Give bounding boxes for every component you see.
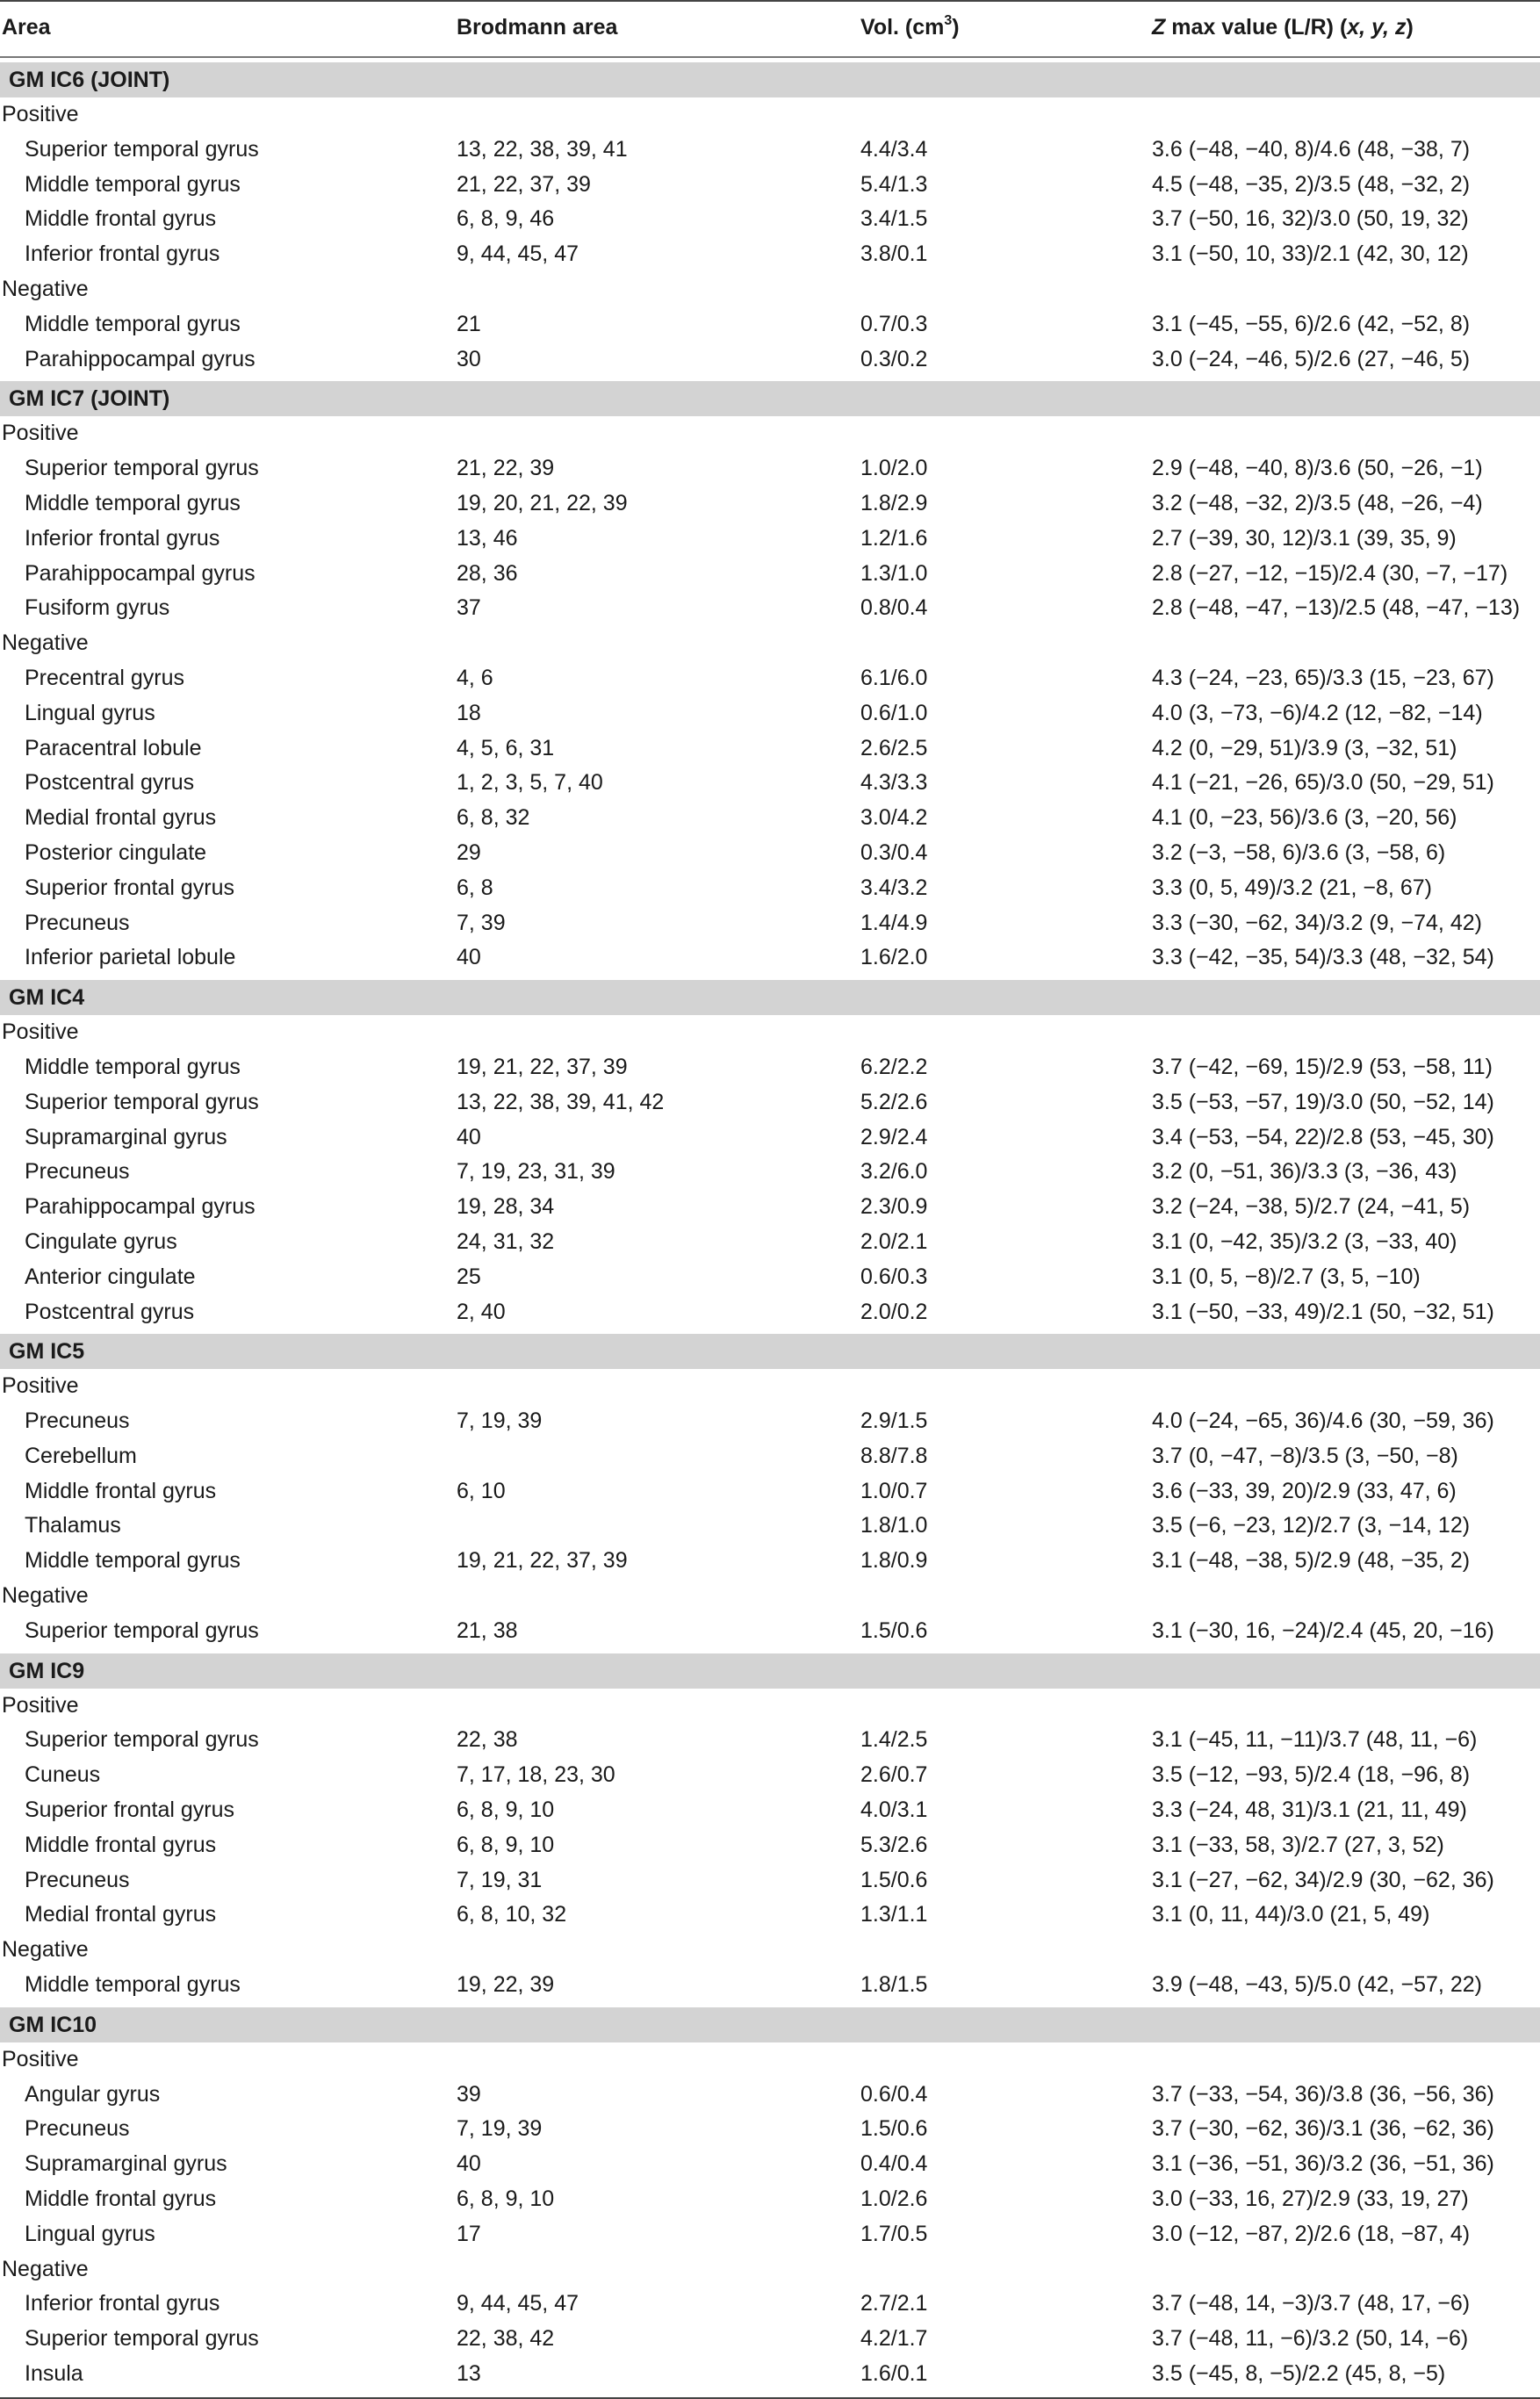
cell-volume: 5.4/1.3 (860, 171, 928, 197)
table-row (0, 1120, 1540, 1156)
group-header: GM IC6 (JOINT) (0, 62, 1540, 97)
table-row (0, 1439, 1540, 1474)
cell-volume: 1.5/0.6 (860, 1617, 928, 1643)
cell-zmax: 3.3 (−30, −62, 34)/3.2 (9, −74, 42) (1152, 910, 1482, 935)
cell-area: Medial frontal gyrus (25, 1902, 217, 1927)
table-row (0, 1225, 1540, 1260)
cell-zmax: 3.7 (−42, −69, 15)/2.9 (53, −58, 11) (1152, 1054, 1493, 1079)
cell-zmax: 3.7 (−48, 14, −3)/3.7 (48, 17, −6) (1152, 2291, 1471, 2316)
cell-brodmann: 9, 44, 45, 47 (457, 241, 579, 267)
cell-volume: 4.4/3.4 (860, 136, 928, 162)
cell-brodmann: 22, 38, 42 (457, 2326, 555, 2352)
table-row (0, 1404, 1540, 1439)
cell-volume: 0.6/0.3 (860, 1264, 928, 1289)
cell-brodmann: 13, 46 (457, 525, 518, 551)
table-row (0, 1863, 1540, 1898)
cell-brodmann: 6, 8, 9, 10 (457, 1797, 555, 1823)
cell-area: Middle temporal gyrus (25, 171, 241, 197)
table-row (0, 1260, 1540, 1295)
cell-volume: 2.0/2.1 (860, 1228, 928, 1254)
table-row (0, 836, 1540, 871)
table-row (0, 1968, 1540, 2003)
cell-area: Middle frontal gyrus (25, 1832, 217, 1857)
header-z-label: max value (L/R) ( (1165, 15, 1348, 40)
cell-brodmann: 6, 8 (457, 875, 493, 900)
header-z-close: ) (1406, 15, 1414, 40)
cell-area: Lingual gyrus (25, 700, 155, 725)
cell-brodmann: 4, 5, 6, 31 (457, 735, 555, 760)
cell-area: Supramarginal gyrus (25, 2151, 227, 2177)
cell-brodmann: 40 (457, 945, 481, 970)
cell-area: Middle temporal gyrus (25, 1054, 241, 1079)
cell-area: Middle temporal gyrus (25, 1548, 241, 1574)
table-row (0, 557, 1540, 592)
section-label: Negative (2, 2256, 89, 2281)
table-row (0, 486, 1540, 522)
table-row (0, 661, 1540, 696)
cell-zmax: 3.7 (−48, 11, −6)/3.2 (50, 14, −6) (1152, 2326, 1469, 2352)
cell-area: Superior temporal gyrus (25, 456, 259, 481)
section-label: Positive (2, 102, 79, 126)
cell-volume: 1.3/1.1 (860, 1902, 928, 1927)
table-row (0, 1085, 1540, 1120)
cell-area: Superior frontal gyrus (25, 875, 235, 900)
table-row (0, 1190, 1540, 1225)
cell-zmax: 3.2 (0, −51, 36)/3.3 (3, −36, 43) (1152, 1159, 1457, 1185)
cell-volume: 3.2/6.0 (860, 1159, 928, 1185)
cell-zmax: 4.0 (−24, −65, 36)/4.6 (30, −59, 36) (1152, 1408, 1494, 1434)
cell-area: Thalamus (25, 1513, 121, 1538)
cell-brodmann: 6, 10 (457, 1478, 506, 1503)
cell-zmax: 3.5 (−53, −57, 19)/3.0 (50, −52, 14) (1152, 1089, 1494, 1114)
cell-volume: 3.4/1.5 (860, 206, 928, 232)
cell-area: Parahippocampal gyrus (25, 346, 255, 371)
cell-volume: 0.6/0.4 (860, 2081, 928, 2107)
cell-zmax: 3.3 (−24, 48, 31)/3.1 (21, 11, 49) (1152, 1797, 1467, 1823)
cell-brodmann: 19, 21, 22, 37, 39 (457, 1548, 628, 1574)
table-row (0, 2287, 1540, 2322)
table-row (0, 906, 1540, 941)
cell-area: Parahippocampal gyrus (25, 1194, 255, 1220)
cell-area: Anterior cingulate (25, 1264, 196, 1289)
cell-area: Insula (25, 2361, 83, 2387)
cell-brodmann: 1, 2, 3, 5, 7, 40 (457, 770, 603, 796)
section-label: Positive (2, 1373, 79, 1399)
cell-zmax: 3.1 (−45, 11, −11)/3.7 (48, 11, −6) (1152, 1727, 1478, 1753)
cell-brodmann: 21, 22, 39 (457, 456, 555, 481)
cell-zmax: 3.2 (−24, −38, 5)/2.7 (24, −41, 5) (1152, 1194, 1471, 1220)
cell-brodmann: 17 (457, 2221, 481, 2246)
table-row (0, 1474, 1540, 1509)
cell-zmax: 3.1 (0, −42, 35)/3.2 (3, −33, 40) (1152, 1228, 1457, 1254)
cell-volume: 2.6/0.7 (860, 1762, 928, 1788)
cell-area: Parahippocampal gyrus (25, 560, 255, 586)
cell-volume: 3.4/3.2 (860, 875, 928, 900)
header-volume (860, 14, 960, 40)
cell-volume: 2.9/2.4 (860, 1124, 928, 1149)
cell-area: Middle frontal gyrus (25, 1478, 217, 1503)
cell-zmax: 4.0 (3, −73, −6)/4.2 (12, −82, −14) (1152, 700, 1483, 725)
section-label: Negative (2, 630, 89, 656)
cell-area: Middle frontal gyrus (25, 206, 217, 232)
cell-area: Middle frontal gyrus (25, 2186, 217, 2212)
table-row (0, 1544, 1540, 1579)
table-body (0, 62, 1540, 2392)
table-row (0, 1614, 1540, 1649)
cell-volume: 0.4/0.4 (860, 2151, 928, 2177)
cell-zmax: 3.1 (−48, −38, 5)/2.9 (48, −35, 2) (1152, 1548, 1471, 1574)
cell-zmax: 4.1 (0, −23, 56)/3.6 (3, −20, 56) (1152, 805, 1457, 831)
cell-brodmann: 6, 8, 9, 10 (457, 1832, 555, 1857)
cell-brodmann: 19, 28, 34 (457, 1194, 555, 1220)
cell-zmax: 3.1 (−50, 10, 33)/2.1 (42, 30, 12) (1152, 241, 1469, 267)
cell-zmax: 3.1 (−30, 16, −24)/2.4 (45, 20, −16) (1152, 1617, 1494, 1643)
cell-volume: 8.8/7.8 (860, 1443, 928, 1468)
table-row (0, 940, 1540, 976)
cell-zmax: 3.7 (0, −47, −8)/3.5 (3, −50, −8) (1152, 1443, 1458, 1468)
table-row (0, 1828, 1540, 1863)
cell-zmax: 3.4 (−53, −54, 22)/2.8 (53, −45, 30) (1152, 1124, 1494, 1149)
cell-volume: 1.5/0.6 (860, 1867, 928, 1892)
table-row (0, 2357, 1540, 2392)
cell-volume: 1.6/0.1 (860, 2361, 928, 2387)
cell-volume: 1.5/0.6 (860, 2116, 928, 2142)
table-row (0, 237, 1540, 272)
cell-brodmann: 28, 36 (457, 560, 518, 586)
cell-zmax: 4.5 (−48, −35, 2)/3.5 (48, −32, 2) (1152, 171, 1471, 197)
cell-brodmann: 21 (457, 311, 481, 336)
cell-volume: 2.9/1.5 (860, 1408, 928, 1434)
table-row (0, 168, 1540, 203)
cell-zmax: 3.1 (−45, −55, 6)/2.6 (42, −52, 8) (1152, 311, 1471, 336)
group-header: GM IC10 (0, 2007, 1540, 2042)
cell-volume: 1.8/1.0 (860, 1513, 928, 1538)
cell-brodmann: 6, 8, 9, 46 (457, 206, 555, 232)
table-row (0, 2112, 1540, 2147)
table-row (0, 2078, 1540, 2113)
table-row (0, 1723, 1540, 1758)
header-area: Area (2, 15, 51, 40)
cell-volume: 1.0/0.7 (860, 1478, 928, 1503)
cell-area: Precuneus (25, 910, 130, 935)
cell-zmax: 3.6 (−48, −40, 8)/4.6 (48, −38, 7) (1152, 136, 1471, 162)
cell-zmax: 3.7 (−33, −54, 36)/3.8 (36, −56, 36) (1152, 2081, 1494, 2107)
cell-area: Paracentral lobule (25, 735, 202, 760)
cell-brodmann: 40 (457, 1124, 481, 1149)
cell-volume: 4.2/1.7 (860, 2326, 928, 2352)
table-row (0, 133, 1540, 168)
cell-volume: 1.6/2.0 (860, 945, 928, 970)
cell-brodmann: 7, 39 (457, 910, 506, 935)
table-row (0, 1155, 1540, 1190)
cell-brodmann: 6, 8, 32 (457, 805, 530, 831)
table-row (0, 766, 1540, 801)
cell-area: Cuneus (25, 1762, 101, 1788)
section-label: Positive (2, 421, 79, 446)
table-row (0, 1050, 1540, 1085)
cell-volume: 1.7/0.5 (860, 2221, 928, 2246)
table-row (0, 1898, 1540, 1933)
cell-area: Lingual gyrus (25, 2221, 155, 2246)
cell-brodmann: 30 (457, 346, 481, 371)
table-row (0, 342, 1540, 378)
cell-area: Cerebellum (25, 1443, 137, 1468)
header-volume-label: Vol. (cm (860, 15, 945, 40)
table-row (0, 2217, 1540, 2252)
cell-zmax: 3.0 (−33, 16, 27)/2.9 (33, 19, 27) (1152, 2186, 1469, 2212)
cell-brodmann: 7, 19, 23, 31, 39 (457, 1159, 615, 1185)
cell-area: Fusiform gyrus (25, 595, 170, 621)
cell-zmax: 3.7 (−30, −62, 36)/3.1 (36, −62, 36) (1152, 2116, 1494, 2142)
cell-volume: 2.0/0.2 (860, 1299, 928, 1324)
cell-zmax: 3.6 (−33, 39, 20)/2.9 (33, 47, 6) (1152, 1478, 1457, 1503)
cell-brodmann: 7, 17, 18, 23, 30 (457, 1762, 615, 1788)
cell-brodmann: 9, 44, 45, 47 (457, 2291, 579, 2316)
cell-brodmann: 6, 8, 9, 10 (457, 2186, 555, 2212)
cell-area: Cingulate gyrus (25, 1228, 177, 1254)
cell-zmax: 3.0 (−24, −46, 5)/2.6 (27, −46, 5) (1152, 346, 1471, 371)
cell-area: Middle temporal gyrus (25, 311, 241, 336)
section-label: Positive (2, 1692, 79, 1718)
cell-area: Precuneus (25, 1159, 130, 1185)
cell-area: Angular gyrus (25, 2081, 161, 2107)
table-row (0, 1295, 1540, 1330)
cell-zmax: 3.1 (0, 11, 44)/3.0 (21, 5, 49) (1152, 1902, 1430, 1927)
cell-volume: 3.0/4.2 (860, 805, 928, 831)
group-header: GM IC7 (JOINT) (0, 381, 1540, 416)
group-header: GM IC4 (0, 980, 1540, 1015)
section-label: Positive (2, 2046, 79, 2071)
cell-volume: 3.8/0.1 (860, 241, 928, 267)
section-label: Positive (2, 1019, 79, 1045)
cell-volume: 5.2/2.6 (860, 1089, 928, 1114)
cell-zmax: 3.5 (−6, −23, 12)/2.7 (3, −14, 12) (1152, 1513, 1471, 1538)
section-label: Negative (2, 276, 89, 301)
cell-zmax: 2.8 (−27, −12, −15)/2.4 (30, −7, −17) (1152, 560, 1508, 586)
cell-area: Middle temporal gyrus (25, 1972, 241, 1998)
cell-volume: 1.2/1.6 (860, 525, 928, 551)
cell-volume: 0.3/0.2 (860, 346, 928, 371)
header-z-coords: x, y, z (1347, 15, 1407, 40)
cell-area: Superior temporal gyrus (25, 136, 259, 162)
cell-area: Precuneus (25, 1867, 130, 1892)
cell-brodmann: 25 (457, 1264, 481, 1289)
section-label: Negative (2, 1937, 89, 1963)
cell-volume: 1.8/2.9 (860, 490, 928, 515)
cell-area: Superior temporal gyrus (25, 1089, 259, 1114)
cell-volume: 1.0/2.6 (860, 2186, 928, 2212)
cell-area: Postcentral gyrus (25, 770, 195, 796)
table-row (0, 522, 1540, 557)
header-z-max (1152, 14, 1414, 40)
cell-area: Medial frontal gyrus (25, 805, 217, 831)
cell-zmax: 3.1 (−50, −33, 49)/2.1 (50, −32, 51) (1152, 1299, 1494, 1324)
table-row (0, 1509, 1540, 1544)
table-row (0, 731, 1540, 767)
cell-brodmann: 21, 38 (457, 1617, 518, 1643)
cell-volume: 4.0/3.1 (860, 1797, 928, 1823)
cell-volume: 2.7/2.1 (860, 2291, 928, 2316)
cell-brodmann: 6, 8, 10, 32 (457, 1902, 567, 1927)
cell-volume: 0.6/1.0 (860, 700, 928, 725)
cell-zmax: 3.1 (−36, −51, 36)/3.2 (36, −51, 36) (1152, 2151, 1494, 2177)
cell-brodmann: 18 (457, 700, 481, 725)
cell-volume: 0.3/0.4 (860, 839, 928, 865)
table-header (0, 0, 1540, 58)
cell-zmax: 2.7 (−39, 30, 12)/3.1 (39, 35, 9) (1152, 525, 1457, 551)
cell-brodmann: 19, 22, 39 (457, 1972, 555, 1998)
table-row (0, 871, 1540, 906)
cell-volume: 0.7/0.3 (860, 311, 928, 336)
section-label: Negative (2, 1583, 89, 1609)
cell-area: Inferior frontal gyrus (25, 241, 220, 267)
cell-volume: 5.3/2.6 (860, 1832, 928, 1857)
cell-volume: 1.8/1.5 (860, 1972, 928, 1998)
cell-brodmann: 4, 6 (457, 665, 493, 690)
cell-brodmann: 29 (457, 839, 481, 865)
table-row (0, 451, 1540, 486)
cell-area: Inferior frontal gyrus (25, 525, 220, 551)
cell-zmax: 3.0 (−12, −87, 2)/2.6 (18, −87, 4) (1152, 2221, 1471, 2246)
cell-zmax: 3.1 (−33, 58, 3)/2.7 (27, 3, 52) (1152, 1832, 1444, 1857)
cell-brodmann: 7, 19, 39 (457, 1408, 543, 1434)
header-brodmann-area: Brodmann area (457, 15, 618, 40)
cell-brodmann: 2, 40 (457, 1299, 506, 1324)
cell-volume: 0.8/0.4 (860, 595, 928, 621)
table-row (0, 2182, 1540, 2217)
group-header: GM IC5 (0, 1334, 1540, 1369)
group-header: GM IC9 (0, 1653, 1540, 1689)
cell-area: Superior frontal gyrus (25, 1797, 235, 1823)
cell-zmax: 4.2 (0, −29, 51)/3.9 (3, −32, 51) (1152, 735, 1457, 760)
table-row (0, 1758, 1540, 1793)
cell-brodmann: 13, 22, 38, 39, 41, 42 (457, 1089, 665, 1114)
cell-zmax: 3.7 (−50, 16, 32)/3.0 (50, 19, 32) (1152, 206, 1469, 232)
cell-volume: 1.4/4.9 (860, 910, 928, 935)
table-row (0, 2147, 1540, 2182)
cell-area: Superior temporal gyrus (25, 2326, 259, 2352)
cell-brodmann: 40 (457, 2151, 481, 2177)
cell-area: Inferior parietal lobule (25, 945, 236, 970)
cell-volume: 1.3/1.0 (860, 560, 928, 586)
cell-brodmann: 13 (457, 2361, 481, 2387)
cell-brodmann: 7, 19, 31 (457, 1867, 543, 1892)
table-row (0, 2322, 1540, 2357)
cell-brodmann: 39 (457, 2081, 481, 2107)
cell-brodmann: 37 (457, 595, 481, 621)
cell-zmax: 3.5 (−45, 8, −5)/2.2 (45, 8, −5) (1152, 2361, 1446, 2387)
cell-brodmann: 21, 22, 37, 39 (457, 171, 591, 197)
table-row (0, 202, 1540, 237)
cell-zmax: 3.3 (0, 5, 49)/3.2 (21, −8, 67) (1152, 875, 1432, 900)
cell-zmax: 4.1 (−21, −26, 65)/3.0 (50, −29, 51) (1152, 770, 1494, 796)
cell-volume: 1.8/0.9 (860, 1548, 928, 1574)
cell-volume: 2.6/2.5 (860, 735, 928, 760)
cell-area: Supramarginal gyrus (25, 1124, 227, 1149)
cell-zmax: 3.1 (0, 5, −8)/2.7 (3, 5, −10) (1152, 1264, 1421, 1289)
cell-zmax: 3.5 (−12, −93, 5)/2.4 (18, −96, 8) (1152, 1762, 1471, 1788)
cell-zmax: 3.9 (−48, −43, 5)/5.0 (42, −57, 22) (1152, 1972, 1482, 1998)
cell-zmax: 3.2 (−3, −58, 6)/3.6 (3, −58, 6) (1152, 839, 1446, 865)
cell-area: Posterior cingulate (25, 839, 207, 865)
cell-volume: 1.0/2.0 (860, 456, 928, 481)
cell-area: Postcentral gyrus (25, 1299, 195, 1324)
cell-brodmann: 7, 19, 39 (457, 2116, 543, 2142)
cell-area: Middle temporal gyrus (25, 490, 241, 515)
cell-zmax: 4.3 (−24, −23, 65)/3.3 (15, −23, 67) (1152, 665, 1494, 690)
cell-area: Superior temporal gyrus (25, 1727, 259, 1753)
table-row (0, 801, 1540, 836)
cell-area: Precentral gyrus (25, 665, 185, 690)
cell-zmax: 3.1 (−27, −62, 34)/2.9 (30, −62, 36) (1152, 1867, 1494, 1892)
cell-area: Precuneus (25, 2116, 130, 2142)
header-volume-superscript: 3 (944, 12, 953, 28)
table-row (0, 1793, 1540, 1828)
cell-brodmann: 19, 20, 21, 22, 39 (457, 490, 628, 515)
cell-area: Precuneus (25, 1408, 130, 1434)
cell-zmax: 2.8 (−48, −47, −13)/2.5 (48, −47, −13) (1152, 595, 1521, 621)
cell-zmax: 2.9 (−48, −40, 8)/3.6 (50, −26, −1) (1152, 456, 1483, 481)
cell-zmax: 3.2 (−48, −32, 2)/3.5 (48, −26, −4) (1152, 490, 1483, 515)
cell-area: Inferior frontal gyrus (25, 2291, 220, 2316)
cell-volume: 4.3/3.3 (860, 770, 928, 796)
cell-volume: 6.2/2.2 (860, 1054, 928, 1079)
header-volume-close: ) (952, 15, 960, 40)
header-z-symbol: Z (1152, 15, 1166, 40)
cell-volume: 2.3/0.9 (860, 1194, 928, 1220)
cell-brodmann: 13, 22, 38, 39, 41 (457, 136, 628, 162)
table-row (0, 696, 1540, 731)
cell-brodmann: 24, 31, 32 (457, 1228, 555, 1254)
cell-brodmann: 22, 38 (457, 1727, 518, 1753)
table-row (0, 307, 1540, 342)
cell-area: Superior temporal gyrus (25, 1617, 259, 1643)
cell-volume: 1.4/2.5 (860, 1727, 928, 1753)
cell-brodmann: 19, 21, 22, 37, 39 (457, 1054, 628, 1079)
cell-volume: 6.1/6.0 (860, 665, 928, 690)
cell-zmax: 3.3 (−42, −35, 54)/3.3 (48, −32, 54) (1152, 945, 1494, 970)
table-row (0, 591, 1540, 626)
